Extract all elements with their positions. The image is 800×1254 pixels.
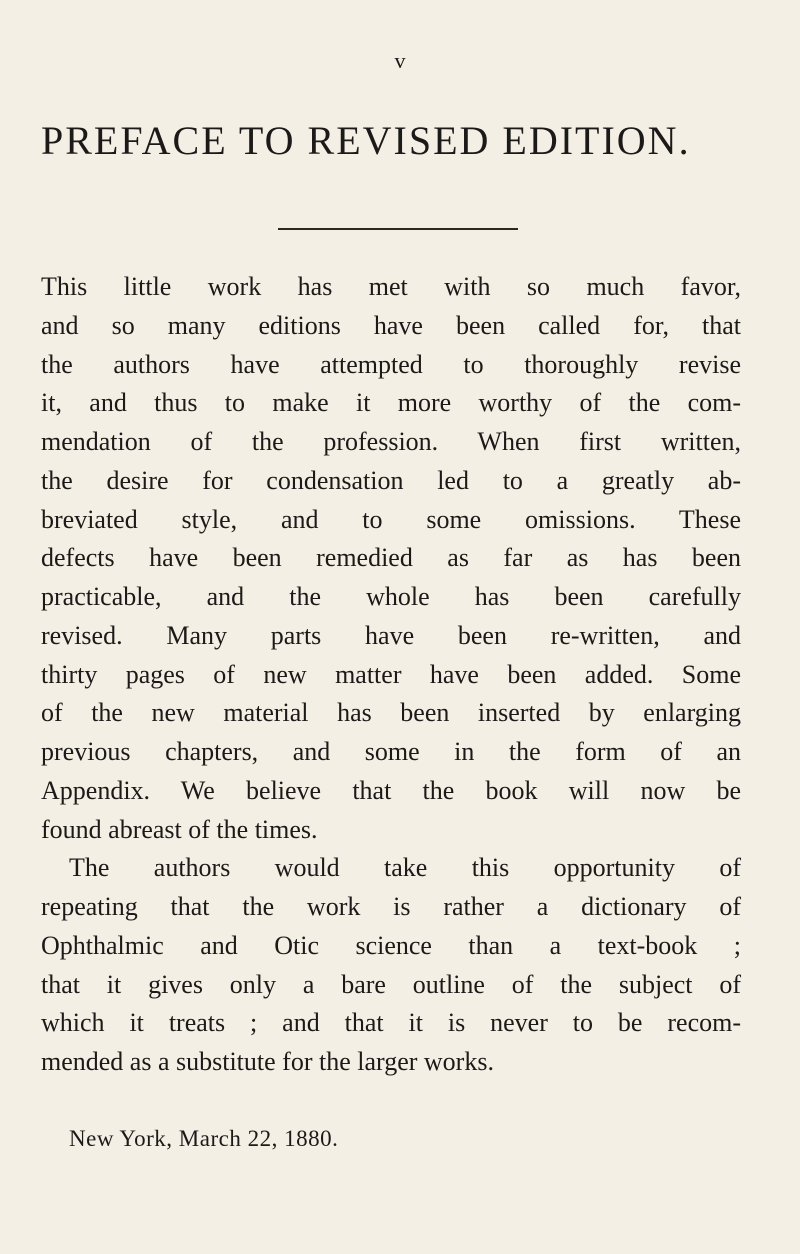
body-line: defects have been remedied as far as has been <box>41 543 741 573</box>
signature-line: New York, March 22, 1880. <box>69 1126 339 1151</box>
preface-body <box>41 268 741 1082</box>
body-line: of the new material has been inserted by enlarging <box>41 698 741 728</box>
title-rule <box>278 228 518 230</box>
body-line: This little work has met with so much favor, <box>41 272 741 301</box>
body-line: the desire for condensation led to a greatly ab- <box>41 465 741 495</box>
body-line: the authors have attempted to thoroughly revise <box>41 349 741 379</box>
body-line: that it gives only a bare outline of the subject of <box>41 969 741 999</box>
page-number: v <box>394 48 406 73</box>
body-line: which it treats ; and that it is never to be recom- <box>41 1008 741 1038</box>
body-line: mendation of the profession. When first written, <box>41 427 741 456</box>
body-line: Appendix. We believe that the book will now be <box>41 775 741 805</box>
body-line: practicable, and the whole has been carefully <box>41 582 741 611</box>
body-line: breviated style, and to some omissions. These <box>41 504 741 534</box>
body-line: mended as a substitute for the larger works. <box>41 1047 494 1076</box>
preface-title: PREFACE TO REVISED EDITION. <box>41 118 691 163</box>
body-line: it, and thus to make it more worthy of the com- <box>41 388 741 418</box>
body-line: previous chapters, and some in the form of an <box>41 737 741 766</box>
body-line: thirty pages of new matter have been added. Some <box>41 659 741 689</box>
body-line: revised. Many parts have been re-written, and <box>41 620 741 650</box>
body-line: found abreast of the times. <box>41 814 318 844</box>
body-line: and so many editions have been called for, that <box>41 310 741 340</box>
body-line: Ophthalmic and Otic science than a text-book ; <box>41 930 741 960</box>
body-line: The authors would take this opportunity of <box>69 853 741 883</box>
body-line: repeating that the work is rather a dictionary of <box>41 892 741 921</box>
